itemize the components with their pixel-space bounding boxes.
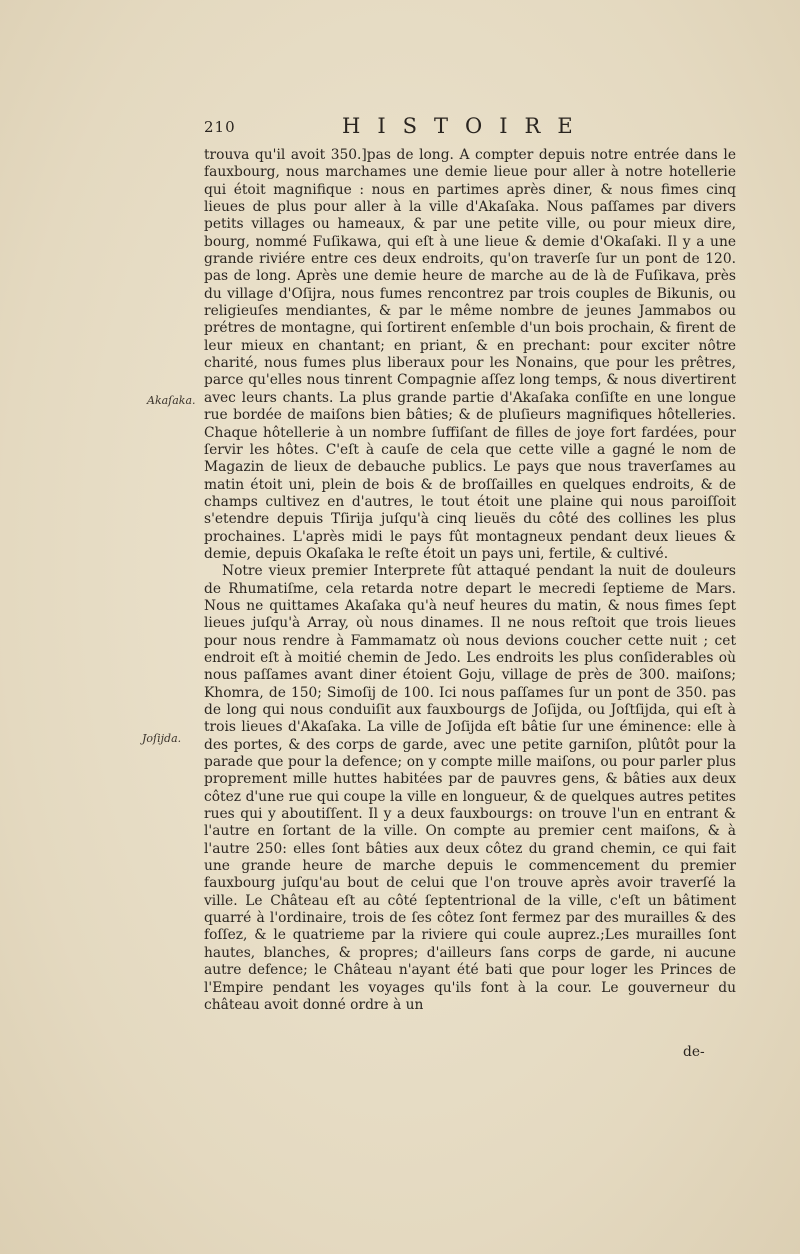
paragraph: trouva qu'il avoit 350.]pas de long. A compter depuis notre entrée dans le fauxbourg, nous marchames une demie lieue pour aller à notre hotellerie qui étoit magnifique : nous en partimes après diner, & nous fimes cinq lieues de plus pour aller à la ville d'Akaſaka. Nous paſſames par divers petits villages ou hameaux, & par une petite ville, ou pour mieux dire, bourg, nommé Fuſikawa, qui eſt à une lieue & demie d'Okaſaki. Il y a une grande riviére entre ces deux endroits, qu'on traverſe ſur un pont de 120. pas de long. Après une demie heure de marche au de là de Fuſikava, près du village d'Oſijra, nous fumes rencontrez par trois couples de Bikunis, ou religieuſes mendiantes, & par le même nombre de jeunes Jammabos ou prétres de montagne, qui ſortirent enſemble d'un bois prochain, & firent de leur mieux en chantant; en priant, & en prechant: pour exciter nôtre charité, nous fumes plus liberaux pour les Nonains, que pour les prêtres, parce qu'elles nous tinrent Compagnie aſſez long temps, & nous divertirent avec leurs chants. La plus grande partie d'Akaſaka conſiſte en une longue rue bordée de maiſons bien bâties; & de pluſieurs magnifiques hôtelleries. Chaque hôtellerie à un nombre ſuffiſant de filles de joye fort fardées, pour ſervir les hôtes. C'eſt à cauſe de cela que cette ville a gagné le nom de Magazin de lieux de debauche publics. Le pays que nous traverſames au matin étoit uni, plein de bois & de broſſailles en quelques endroits, & de champs cultivez en d'autres, le tout étoit une plaine qui nous paroiſſoit s'etendre depuis Tſirija juſqu'à cinq lieuës du côté des collines les plus prochaines. L'après midi le pays fût montagneux pendant deux lieues & demie, depuis Okaſaka le reſte étoit un pays uni, fertile, & cultivé. bbox=[204, 147, 736, 562]
page-header bbox=[204, 114, 736, 142]
running-title: HISTOIRE bbox=[342, 114, 590, 138]
body-text bbox=[204, 147, 736, 1014]
margin-note-josijda: Joſijda. bbox=[142, 732, 182, 745]
catchword: de- bbox=[683, 1044, 705, 1060]
page-number: 210 bbox=[204, 118, 236, 136]
paragraph: Notre vieux premier Interprete fût attaqué pendant la nuit de douleurs de Rhumatiſme, cela retarda notre depart le mecredi ſeptieme de Mars. Nous ne quittames Akaſaka qu'à neuf heures du matin, & nous fimes ſept lieues juſqu'à Array, où nous dinames. Il ne nous reſtoit que trois lieues pour nous rendre à Fammamatz où nous devions coucher cette nuit ; cet endroit eſt à moitié chemin de Jedo. Les endroits les plus conſiderables où nous paſſames avant diner étoient Goju, village de près de 300. maiſons; Khomra, de 150; Simoſij de 100. Ici nous paſſames ſur un pont de 350. pas de long qui nous conduiſit aux fauxbourgs de Joſijda, ou Joſtſijda, qui eſt à trois lieues d'Akaſaka. La ville de Joſijda eſt bâtie ſur une éminence: elle à des portes, & des corps de garde, avec une petite garniſon, plûtôt pour la parade que pour la defence; on y compte mille maiſons, ou pour parler plus proprement mille huttes habitées par de pauvres gens, & bâties aux deux côtez d'une rue qui coupe la ville en longueur, & de quelques autres petites rues qui y aboutiſſent. Il y a deux fauxbourgs: on trouve l'un en entrant & l'autre en ſortant de la ville. On compte au premier cent maiſons, & à l'autre 250: elles ſont bâties aux deux côtez du grand chemin, ce qui fait une grande heure de marche depuis le commencement du premier fauxbourg juſqu'au bout de celui que l'on trouve après avoir traverſé la ville. Le Château eſt au côté ſeptentrional de la ville, c'eſt un bâtiment quarré à l'ordinaire, trois de ſes côtez ſont fermez par des murailles & des foſſez, & le quatrieme par la riviere qui coule auprez.;Les murailles ſont hautes, blanches, & propres; d'ailleurs ſans corps de garde, ni aucune autre defence; le Château n'ayant été bati que pour loger les Princes de l'Empire pendant les voyages qu'ils font à la cour. Le gouverneur du château avoit donné ordre à un bbox=[204, 563, 736, 1013]
margin-note-akasaka: Akaſaka. bbox=[147, 394, 196, 407]
